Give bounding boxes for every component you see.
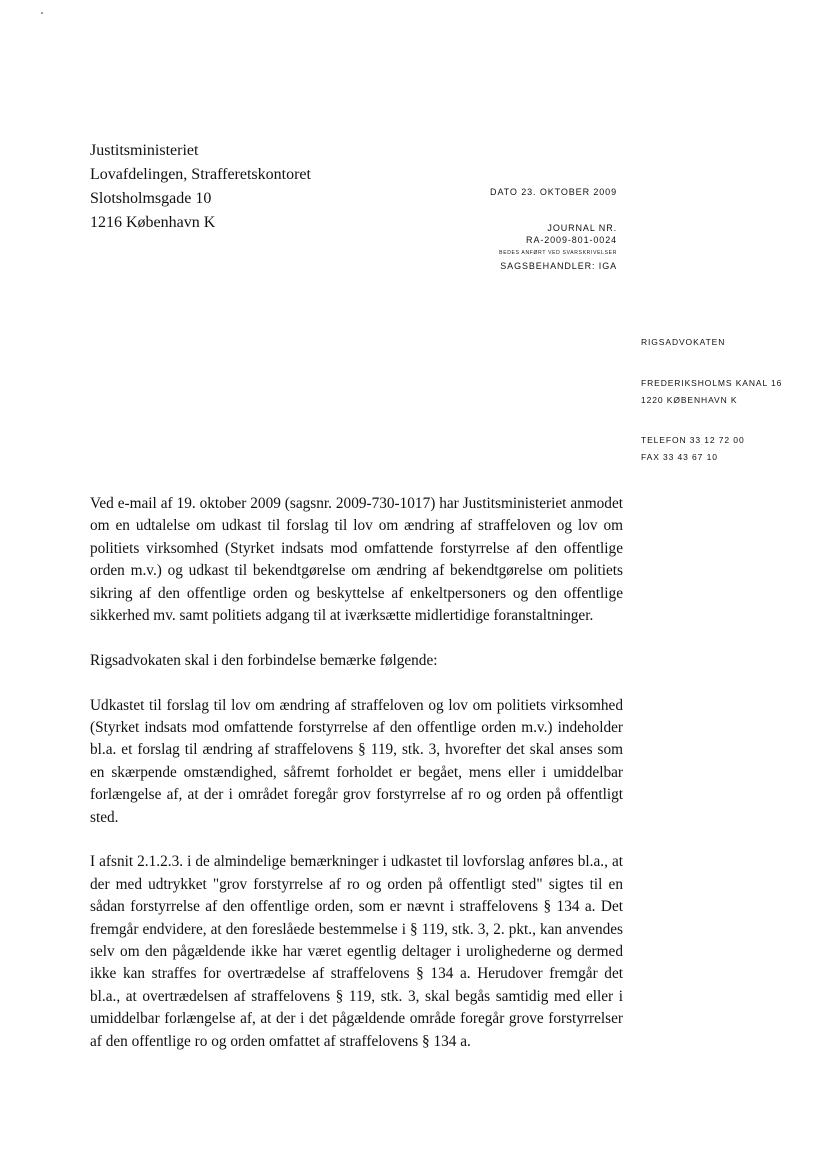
letter-metadata	[490, 186, 617, 272]
sender-phone: TELEFON 33 12 72 00	[641, 435, 745, 445]
recipient-line: Lovafdelingen, Strafferetskontoret	[90, 166, 311, 183]
sender-fax: FAX 33 43 67 10	[641, 452, 718, 462]
case-handler: SAGSBEHANDLER: IGA	[500, 261, 617, 271]
sender-block	[641, 334, 782, 466]
scan-speck	[41, 12, 43, 14]
sender-organization: RIGSADVOKATEN	[641, 337, 726, 347]
body-paragraph: Rigsadvokaten skal i den forbindelse bemærke følgende:	[90, 651, 438, 669]
sender-address-line: FREDERIKSHOLMS KANAL 16	[641, 378, 783, 388]
recipient-line: 1216 København K	[90, 214, 216, 231]
letter-date: DATO 23. OKTOBER 2009	[490, 187, 617, 197]
reference-note: BEDES ANFØRT VED SVARSKRIVELSER	[499, 250, 617, 256]
body-paragraph: I afsnit 2.1.2.3. i de almindelige bemærkninger i udkastet til lovforslag anføres bl.a., at der med udtrykket "grov forstyrrelse af ro og orden på offentligt sted" sigtes til en sådan forstyrrelse af den offentlige orden, som er nævnt i straffelovens § 134 a. Det fremgår endvidere, at den foreslåede bestemmelse i § 119, stk. 3, 2. pkt., kan anvendes selv om den pågældende ikke har været egentlig deltager i urolighederne og dermed ikke kan straffes for overtrædelse af straffelovens § 134 a. Herudover fremgår det bl.a., at overtrædelsen af straffelovens § 119, stk. 3, skal begås samtidig med eller i umiddelbar forlængelse af, at der i det pågældende område foregår grove forstyrrelser af den offentlige ro og orden omfattet af straffelovens § 134 a.	[90, 853, 623, 1050]
letter-body	[90, 493, 623, 1076]
recipient-line: Justitsministeriet	[90, 142, 199, 159]
recipient-address	[90, 139, 311, 235]
body-paragraph: Ved e-mail af 19. oktober 2009 (sagsnr. 2009-730-1017) har Justitsministeriet anmodet om en udtalelse om udkast til forslag til lov om ændring af straffeloven og lov om politiets virksomhed (Styrket indsats mod omfattende forstyrrelse af den offentlige orden m.v.) og udkast til bekendtgørelse om ændring af bekendtgørelse om politiets sikring af den offentlige orden og beskyttelse af enkeltpersoners og den offentlige sikkerhed mv. samt politiets adgang til at iværksætte midlertidige foranstaltninger.	[90, 495, 623, 625]
journal-label: JOURNAL NR.	[547, 223, 617, 233]
recipient-line: Slotsholmsgade 10	[90, 190, 212, 207]
journal-number: RA-2009-801-0024	[526, 235, 617, 245]
sender-address-line: 1220 KØBENHAVN K	[641, 395, 738, 405]
body-paragraph: Udkastet til forslag til lov om ændring af straffeloven og lov om politiets virksomhed (Styrket indsats mod omfattende forstyrrelse af den offentlige orden m.v.) indeholder bl.a. et forslag til ændring af straffelovens § 119, stk. 3, hvorefter det skal anses som en skærpende omstændighed, såfremt forholdet er begået, mens eller i umiddelbar forlængelse af, at der i området foregår grov forstyrrelse af ro og orden på offentligt sted.	[90, 696, 623, 826]
